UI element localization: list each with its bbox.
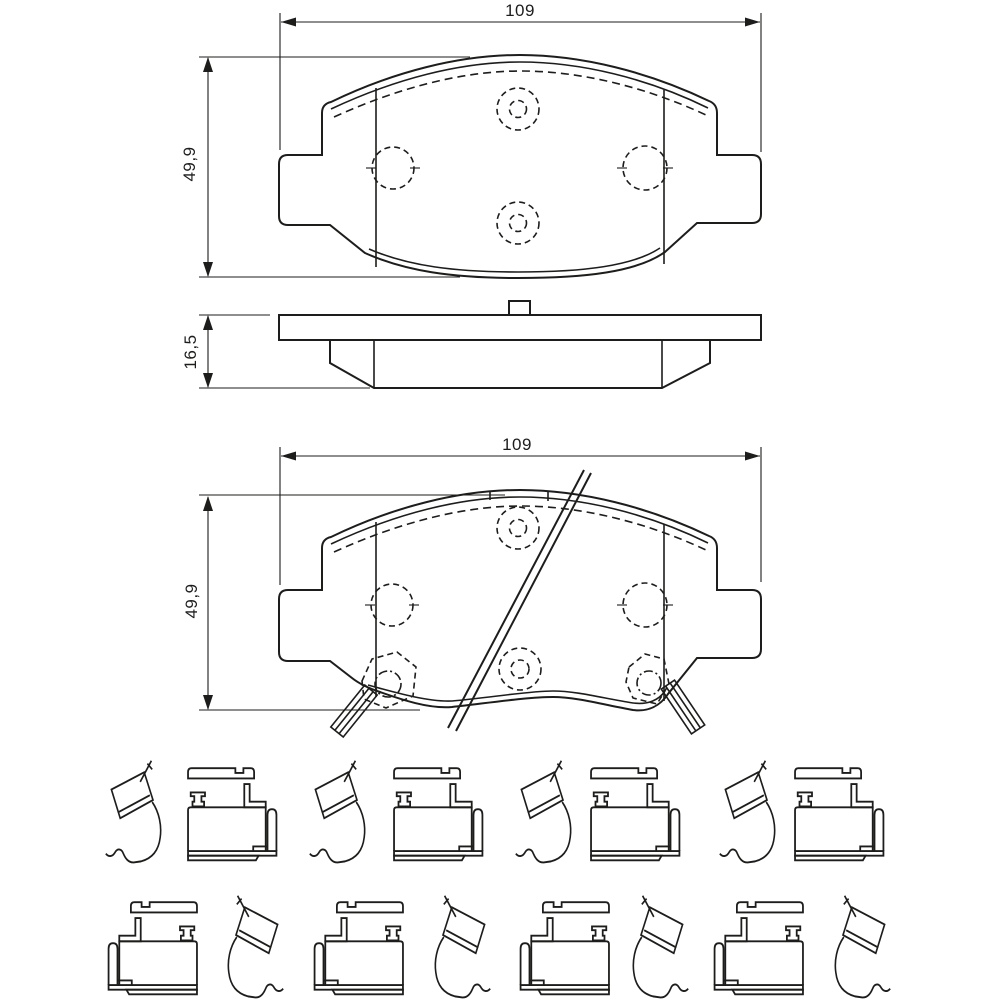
height-dimension-top [199,57,470,277]
corner-boss-left [362,652,416,708]
width-dim-label-bottom: 109 [502,435,532,454]
spring-clip-icon [511,755,575,870]
hole-circles [366,88,673,244]
thickness-dim-label: 16,5 [181,334,200,370]
spring-clip-icon [629,890,693,1000]
spring-clip-icon [101,755,165,870]
pad-front-outer-view [199,13,761,278]
pad-inner-top-edge [331,62,708,109]
shim-plate-icon [583,758,683,865]
shim-plate-icon [711,892,811,999]
thickness-dimension [199,315,370,388]
spring-clip-icon [431,890,495,1000]
hole-circles-inner [365,507,673,690]
backplate-bar [279,315,761,340]
spring-clip-icon [831,890,895,1000]
width-dimension-top [280,13,761,152]
backplate-tab [509,301,530,315]
shim-plate-icon [180,758,280,865]
height-dim-label-bottom: 49,9 [182,583,201,619]
corner-boss-right [626,654,669,704]
width-dim-label-top: 109 [505,1,535,20]
shim-plate-icon [386,758,486,865]
shim-plate-icon [311,892,411,999]
spring-clip-icon [224,890,288,1000]
shim-plate-icon [787,758,887,865]
friction-block [330,340,710,388]
shim-plate-icon [105,892,205,999]
pad-side-view [199,301,761,388]
spring-clip-icon [715,755,779,870]
height-dim-label-top: 49,9 [180,146,199,182]
shim-plate-icon [517,892,617,999]
pad-front-inner-view [199,447,761,737]
abutment-spring-left [331,685,377,737]
abutment-spring-right [661,680,704,734]
width-dimension-bottom [280,447,761,585]
spring-clip-icon [305,755,369,870]
